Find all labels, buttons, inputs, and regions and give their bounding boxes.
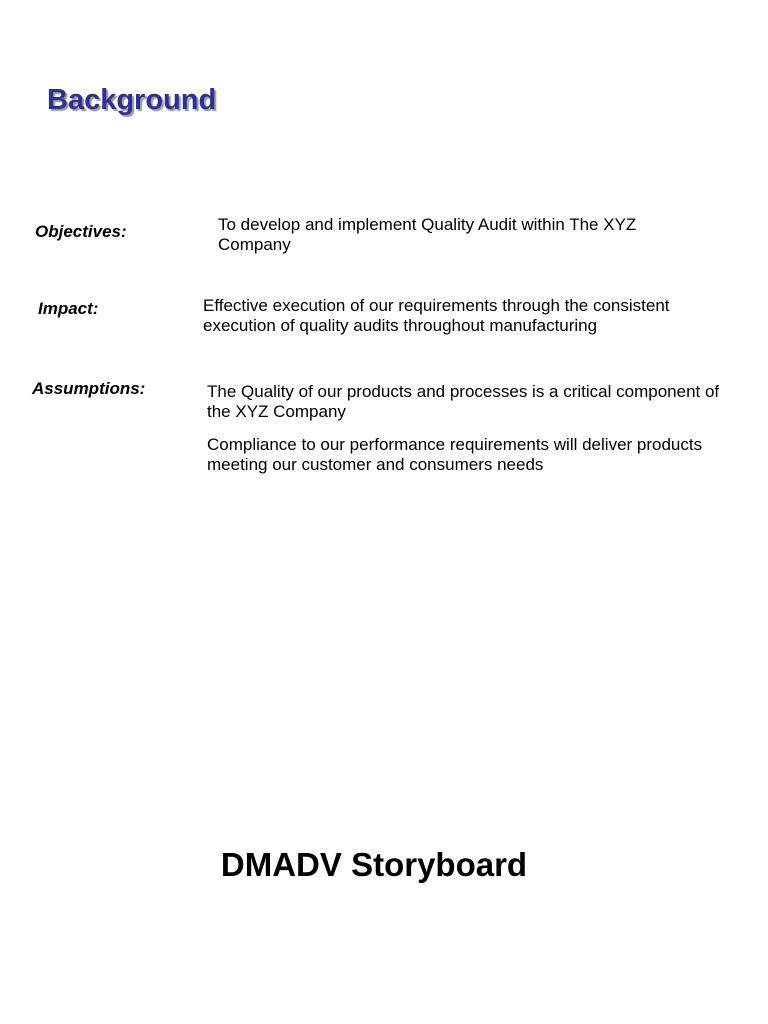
impact-label: Impact: [38, 299, 99, 318]
assumptions-label: Assumptions: [32, 379, 146, 398]
assumptions-text [207, 382, 737, 475]
objectives-label: Objectives: [35, 222, 127, 241]
assumption-item: The Quality of our products and processes is a critical component of the XYZ Company [207, 382, 720, 421]
objectives-text [218, 215, 688, 255]
page-title: Background [47, 84, 217, 116]
impact-paragraph: Effective execution of our requirements through the consistent execution of quality audits throughout manufacturing [203, 296, 670, 335]
footer-title: DMADV Storyboard [220, 846, 528, 883]
objectives-paragraph: To develop and implement Quality Audit within The XYZ Company [218, 215, 637, 254]
assumption-item: Compliance to our performance requirements will deliver products meeting our customer and consumers needs [207, 435, 703, 474]
impact-text [203, 296, 723, 336]
